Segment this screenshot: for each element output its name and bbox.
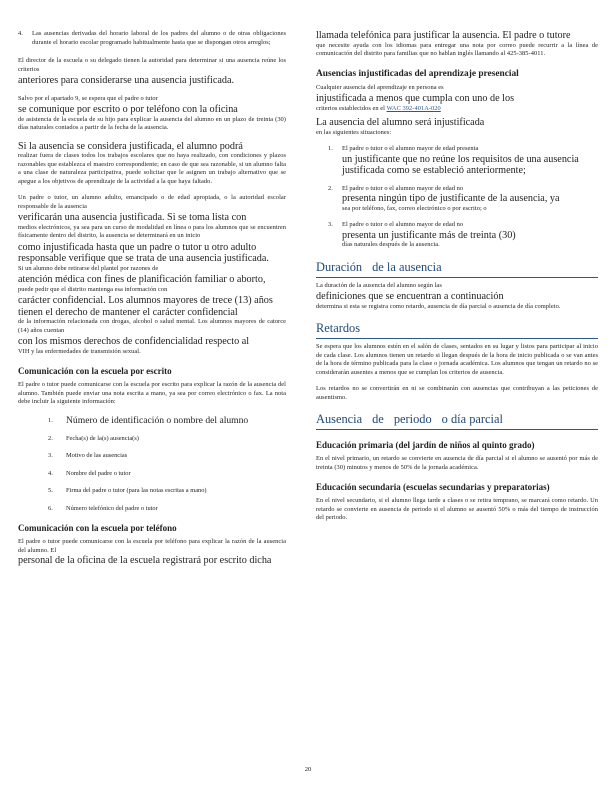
unexcused-situations-list	[328, 145, 598, 250]
text-large: presenta un justificante más de treinta (30)	[342, 229, 516, 241]
heading-absence-duration	[316, 260, 598, 278]
tardies-text-2: Los retardos no se convertirán en ni se combinarán con ausencias que contribuyan a las peticiones de ausentismo.	[316, 385, 598, 401]
heading-elementary: Educación primaria (del jardín de niños al quinto grado)	[316, 440, 535, 450]
secondary-text: En el nivel secundario, si el alumno llega tarde a clases o se retira temprano, se marcará como retardo. Un retardo se convierte en ausencia de periodo si el alumno se ausentó 50% o más del tiempo de instrucción del periodo.	[316, 497, 598, 521]
text-small: El padre o tutor o el alumno mayor de edad presenta	[342, 145, 479, 152]
text-small: de la información relacionada con drogas, alcohol o salud mental. Los alumnos mayores de catorce (14) años cuentan	[18, 318, 286, 334]
text-small: días naturales después de la ausencia.	[342, 241, 440, 248]
paragraph-phone-continued	[316, 30, 598, 59]
heading-word: de la ausencia	[372, 259, 442, 274]
text-large: Si la ausencia se considera justificada, el alumno podrá	[18, 140, 243, 152]
list-text: Firma del padre o tutor (para las notas escritas a mano)	[66, 487, 207, 494]
text-large: con los mismos derechos de confidencialidad respecto al	[18, 336, 250, 347]
text-large: un justificante que no reúne los requisitos de una ausencia justificada como se estableció anteriormente;	[342, 153, 579, 176]
list-text	[342, 185, 598, 214]
heading-partial-absence	[316, 412, 598, 430]
text-small: en las siguientes situaciones:	[316, 128, 392, 136]
text-large: injustificada a menos que cumpla con uno de los	[316, 93, 515, 104]
left-column	[18, 30, 286, 567]
heading-unexcused-absences: Ausencias injustificadas del aprendizaje presencial	[316, 68, 519, 79]
list-text: Las ausencias derivadas del horario laboral de los padres del alumno o de otras obligaciones durante el horario escolar programado habitualmente hasta que se dispongan otros arreglos;	[32, 30, 286, 46]
text-small: Un padre o tutor, un alumno adulto, emancipado o de edad apropiada, o la autoridad escolar responsable de la ausencia	[18, 194, 286, 210]
heading-word: periodo	[393, 412, 432, 426]
heading-word: Duración	[316, 259, 363, 274]
heading-phone-communication: Comunicación con la escuela por teléfono	[18, 523, 177, 533]
text-small	[316, 105, 598, 114]
list-item	[328, 185, 598, 214]
phone-communication-text: El padre o tutor puede comunicarse con la escuela por teléfono para explicar la razón de la ausencia del alumno. El	[18, 538, 286, 554]
list-item	[18, 435, 286, 444]
written-communication-text: El padre o tutor puede comunicarse con la escuela por escrito para explicar la razón de la ausencia del alumno. También puede enviar una nota escrita a mano, ya sea por correo electrónico o fax. La nota debe incluir la siguiente información:	[18, 381, 286, 405]
text-small: El padre o tutor o el alumno mayor de edad no	[342, 184, 464, 192]
list-text: Fecha(s) de la(s) ausencia(s)	[66, 434, 139, 442]
text-small: Salvo por el apartado 9, se espera que el padre o tutor	[18, 94, 158, 102]
paragraph-director-authority	[18, 57, 286, 87]
heading-word: de	[372, 412, 384, 426]
paragraph-makeup-work	[18, 141, 286, 187]
paragraph-unexcused	[316, 84, 598, 138]
paragraph-verification	[18, 194, 286, 356]
text-small: determina si esta se registra como retardo, ausencia de día parcial o ausencia de día completo.	[316, 302, 561, 310]
list-item	[328, 221, 598, 250]
heading-tardies: Retardos	[316, 321, 598, 339]
list-text: Nombre del padre o tutor	[66, 469, 131, 477]
text-large: se comunique por escrito o por teléfono con la oficina	[18, 104, 238, 115]
phone-communication-text-large: personal de la oficina de la escuela registrará por escrito dicha	[18, 555, 272, 566]
text-large: como injustificada hasta que un padre o tutor u otro adulto responsable verifique que se trata de una ausencia justificada.	[18, 241, 269, 264]
list-text: Motivo de las ausencias	[66, 452, 128, 459]
text-large: atención médica con fines de planificación familiar o aborto,	[18, 274, 266, 285]
list-text	[342, 221, 598, 250]
list-item	[18, 452, 286, 461]
list-number: 3.	[328, 221, 333, 228]
heading-word: o día parcial	[441, 412, 503, 426]
list-number: 2.	[48, 434, 53, 442]
tardies-text: Se espera que los alumnos estén en el salón de clases, sentados en su lugar y listos para participar al inicio de cada clase. Los alumnos tienen un retardo si llegan después de la hora de inicio publicada o se van antes de la hora de término publicada para la clase o jornada académica. Los alumnos que tengan un retardo no se considerarán ausentes a menos que se cumplan los criterios de ausencia.	[316, 343, 598, 376]
text-small: que necesite ayuda con los idiomas para entregar una nota por correo puede recurrir a la línea de comunicación del distrito para familias que no hablan inglés llamando al 425-385-4011.	[316, 41, 598, 57]
list-item	[18, 505, 286, 514]
text-large: verificarán una ausencia justificada. Si se toma lista con	[18, 212, 247, 223]
list-item	[328, 145, 598, 177]
text-large: definiciones que se encuentran a continuación	[316, 291, 504, 302]
list-number: 4.	[48, 469, 53, 477]
right-column	[316, 30, 598, 523]
text-small: La duración de la ausencia del alumno según las	[316, 281, 442, 289]
heading-secondary: Educación secundaria (escuelas secundarias y preparatorias)	[316, 482, 550, 492]
text-small: El director de la escuela o su delegado tienen la autoridad para determinar si una ausencia reúne los criterios	[18, 57, 286, 73]
text-large: La ausencia del alumno será injustificada	[316, 117, 485, 128]
list-number: 2.	[328, 184, 333, 192]
list-item	[18, 30, 286, 47]
list-text: Número de identificación o nombre del alumno	[66, 414, 249, 426]
list-item	[18, 415, 286, 426]
text-small: Cualquier ausencia del aprendizaje en persona es	[316, 83, 444, 91]
excused-reasons-list	[18, 30, 286, 47]
text-small: sea por teléfono, fax, correo electrónico o por escrito; o	[342, 204, 487, 212]
note-requirements-list	[18, 415, 286, 514]
list-number: 1.	[328, 145, 333, 152]
text-small: VIH y las enfermedades de transmisión sexual.	[18, 347, 141, 355]
list-number: 1.	[48, 416, 53, 424]
wac-link[interactable]: WAC 392-401A-020	[386, 104, 441, 112]
text-small: medios electrónicos, ya sea para un curso de modalidad en línea o para los alumnos que se encuentren físicamente dentro del distrito, la ausencia se determinará en un inicio	[18, 223, 286, 239]
text-small: de asistencia de la escuela de su hijo para explicar la ausencia del alumno en un plazo de treinta (30) días naturales contados a partir de la fecha de la ausencia.	[18, 115, 286, 131]
list-item	[18, 487, 286, 496]
text-small: El padre o tutor o el alumno mayor de edad no	[342, 221, 464, 228]
text-small: criterios establecidos en el	[316, 104, 386, 112]
text-small: Si un alumno debe retirarse del plantel por razones de	[18, 264, 159, 272]
list-number: 4.	[18, 30, 23, 37]
paragraph-parent-contact	[18, 95, 286, 133]
list-item	[18, 470, 286, 479]
text-large: carácter confidencial. Los alumnos mayores de trece (13) años tienen el derecho de mantener el carácter confidencial	[18, 295, 273, 318]
text-small: realizar fuera de clases todos los trabajos escolares que no haya realizado, con condiciones y plazos razonables que establezca el maestro correspondiente; en caso de que sea razonable, si un alumno falta a una clase de naturaleza participativa, puede solicitar que le asignen un trabajo alternativo que se apegue a los objetivos de aprendizaje de la actividad a la que haya faltado.	[18, 152, 286, 185]
list-text: Número telefónico del padre o tutor	[66, 504, 158, 512]
elementary-text: En el nivel primario, un retardo se convierte en ausencia de día parcial si el alumno se ausentó por más de treinta (30) minutos y menos de 50% de la jornada académica.	[316, 455, 598, 471]
heading-word: Ausencia	[316, 412, 363, 426]
text-large: anteriores para considerarse una ausencia justificada.	[18, 75, 235, 86]
text-large: llamada telefónica para justificar la ausencia. El padre o tutore	[316, 30, 571, 41]
page-number: 20	[304, 766, 312, 773]
list-number: 3.	[48, 452, 53, 459]
paragraph-duration	[316, 282, 598, 312]
text-small: puede pedir que el distrito mantenga esa información con	[18, 285, 168, 293]
list-number: 5.	[48, 487, 53, 494]
list-number: 6.	[48, 504, 53, 512]
list-text	[342, 145, 598, 177]
text-large: presenta ningún tipo de justificante de la ausencia, ya	[342, 193, 560, 204]
heading-written-communication: Comunicación con la escuela por escrito	[18, 366, 172, 376]
